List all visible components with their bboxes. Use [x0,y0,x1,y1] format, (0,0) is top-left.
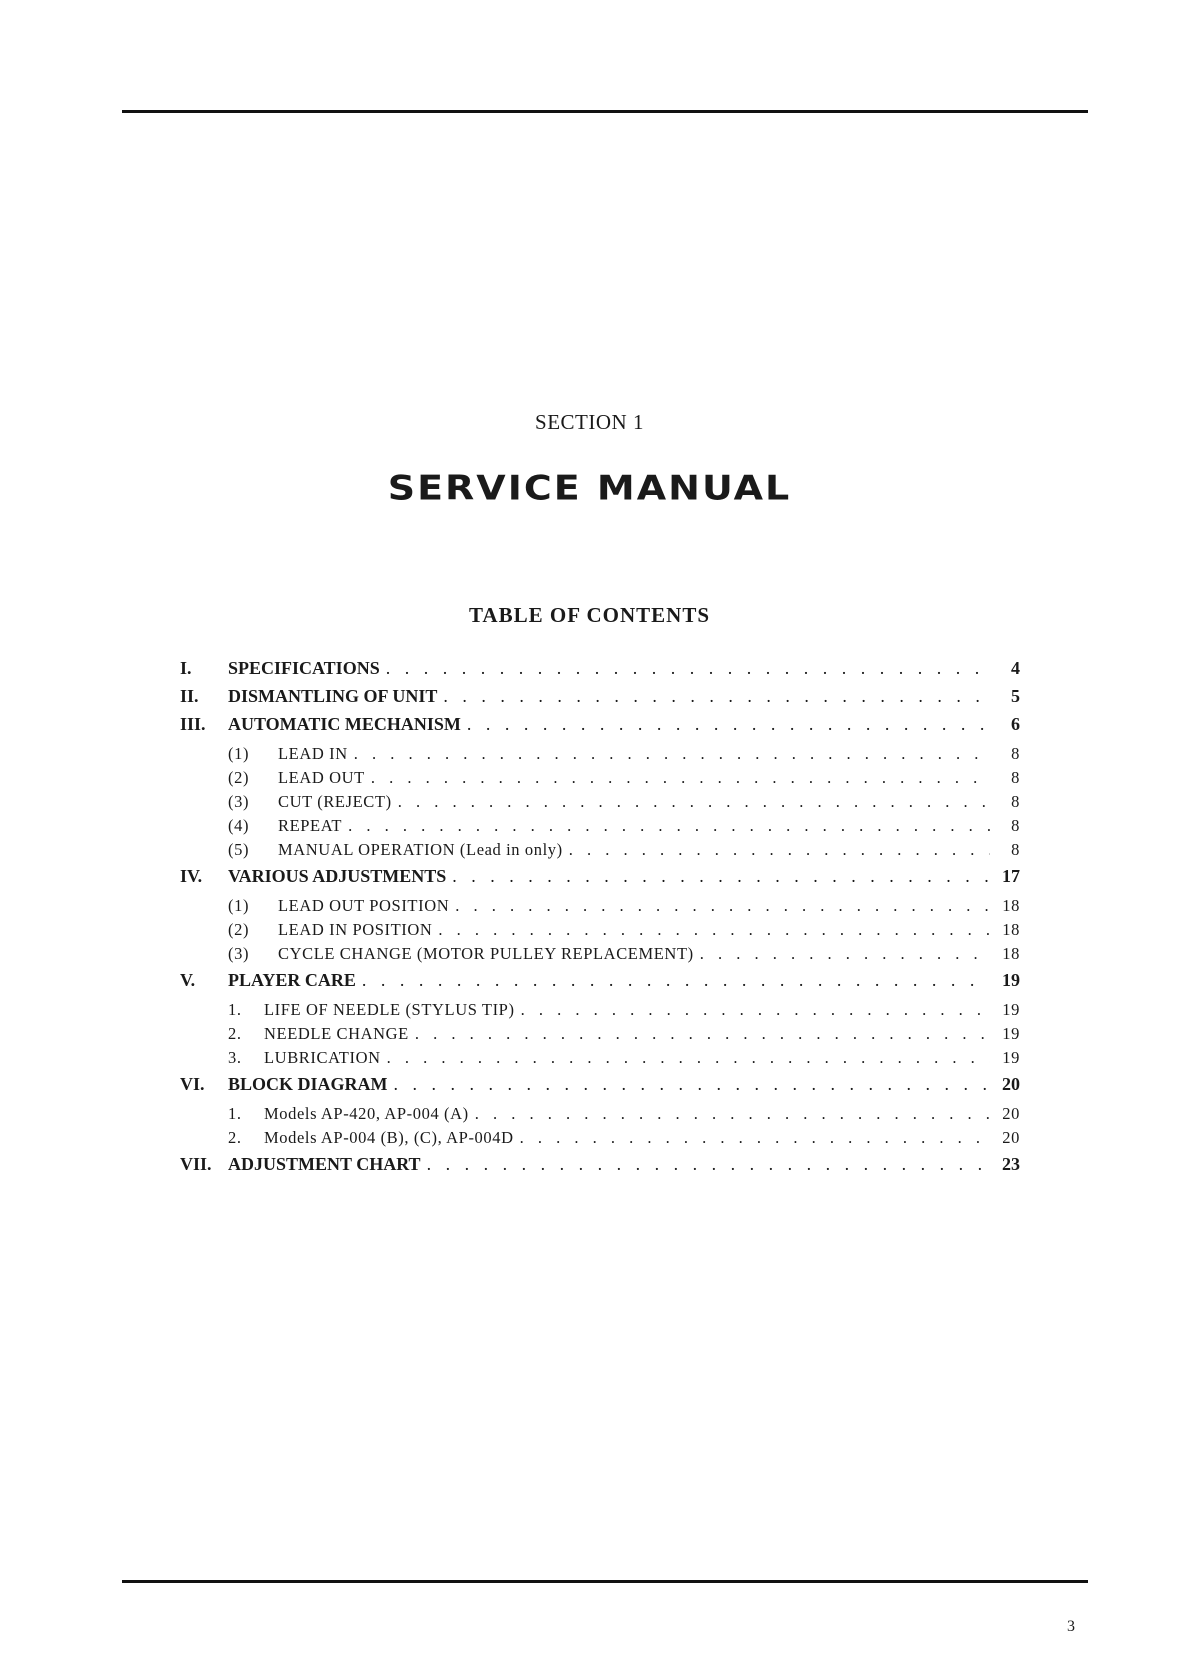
toc-entry-page: 4 [1011,658,1020,678]
toc-subentry-page: 8 [1011,768,1020,787]
dot-leader [371,768,990,788]
toc-subentry-page: 19 [1002,1000,1020,1019]
toc-subentry-page: 20 [1002,1104,1020,1123]
toc-entry-page: 23 [1002,1154,1020,1174]
toc-entry-title: ADJUSTMENT CHART [228,1154,421,1174]
toc-subentry[interactable] [180,944,1020,968]
toc-subentry[interactable] [180,744,1020,768]
toc-subentry-title: Models AP-004 (B), (C), AP-004D [264,1128,514,1147]
toc-entry-page: 17 [1002,866,1020,886]
toc-entry-number: II. [180,686,199,706]
dot-leader [438,920,990,940]
top-rule [122,110,1088,113]
toc-entry-page: 6 [1011,714,1020,734]
bottom-rule [122,1580,1088,1583]
dot-leader [394,1074,990,1095]
dot-leader [455,896,990,916]
toc-subentry[interactable] [180,1024,1020,1048]
toc-entry[interactable] [180,658,1020,686]
dot-leader [521,1000,990,1020]
toc-subentry-page: 8 [1011,840,1020,859]
toc-subentry[interactable] [180,816,1020,840]
toc-entry-number: VII. [180,1154,212,1174]
toc-subentry-title: NEEDLE CHANGE [264,1024,409,1043]
toc-subentry[interactable] [180,840,1020,864]
toc-subentry-number: (2) [228,920,250,939]
toc-entry[interactable] [180,714,1020,742]
toc-entry-title: BLOCK DIAGRAM [228,1074,388,1094]
toc-entry-page: 19 [1002,970,1020,990]
toc-entry-title: PLAYER CARE [228,970,356,990]
toc-entry-number: III. [180,714,206,734]
toc-subentry-number: (1) [228,744,250,763]
toc-subentry-title: MANUAL OPERATION (Lead in only) [278,840,563,859]
toc-entry-title: VARIOUS ADJUSTMENTS [228,866,447,886]
toc-entry-page: 20 [1002,1074,1020,1094]
toc-entry-title: SPECIFICATIONS [228,658,380,678]
toc-subentry-number: 1. [228,1000,242,1019]
dot-leader [569,840,990,860]
toc-subentry-title: LEAD IN POSITION [278,920,433,939]
toc-subentry-page: 19 [1002,1024,1020,1043]
toc-subentry-title: LUBRICATION [264,1048,381,1067]
toc-subentry[interactable] [180,1104,1020,1128]
toc-entry-title: DISMANTLING OF UNIT [228,686,438,706]
toc-entry[interactable] [180,970,1020,998]
toc-subentry-title: Models AP-420, AP-004 (A) [264,1104,469,1123]
toc-entry[interactable] [180,1154,1020,1182]
section-label: SECTION 1 [535,410,644,434]
toc-subentry-number: (2) [228,768,250,787]
toc-entry-number: V. [180,970,196,990]
toc-subentry-page: 19 [1002,1048,1020,1067]
toc-subentry-title: REPEAT [278,816,343,835]
toc-entry-page: 5 [1011,686,1020,706]
toc-subentry-page: 18 [1002,896,1020,915]
toc-subentry-page: 20 [1002,1128,1020,1147]
dot-leader [475,1104,990,1124]
toc-subentry-page: 8 [1011,792,1020,811]
toc-subentry-title: LEAD OUT POSITION [278,896,450,915]
toc-entry-number: IV. [180,866,203,886]
toc-subentry[interactable] [180,768,1020,792]
toc-subentry-title: CUT (REJECT) [278,792,392,811]
toc-subentry[interactable] [180,1128,1020,1152]
dot-leader [467,714,990,735]
toc-subentry-page: 18 [1002,920,1020,939]
dot-leader [354,744,990,764]
toc-entry-title: AUTOMATIC MECHANISM [228,714,461,734]
toc-subentry-page: 18 [1002,944,1020,963]
dot-leader [427,1154,990,1175]
toc-subentry-number: (3) [228,944,250,963]
toc-subentry-page: 8 [1011,744,1020,763]
page-number: 3 [1067,1618,1075,1635]
toc-subentry-title: CYCLE CHANGE (MOTOR PULLEY REPLACEMENT) [278,944,694,963]
toc-entry[interactable] [180,866,1020,894]
dot-leader [387,1048,990,1068]
page-title: SERVICE MANUAL [387,468,792,508]
toc-subentry[interactable] [180,1048,1020,1072]
dot-leader [348,816,990,836]
dot-leader [386,658,990,679]
toc-subentry-number: (4) [228,816,250,835]
toc-subentry[interactable] [180,792,1020,816]
dot-leader [452,866,990,887]
toc-subentry[interactable] [180,920,1020,944]
dot-leader [362,970,990,991]
toc-subentry-number: (3) [228,792,250,811]
dot-leader [443,686,990,707]
dot-leader [398,792,990,812]
toc-heading: TABLE OF CONTENTS [468,603,711,627]
toc-entry[interactable] [180,1074,1020,1102]
toc-subentry-title: LIFE OF NEEDLE (STYLUS TIP) [264,1000,515,1019]
toc-subentry-number: (5) [228,840,250,859]
table-of-contents [180,658,1020,1182]
toc-subentry-number: 2. [228,1024,242,1043]
toc-subentry-number: (1) [228,896,250,915]
toc-entry[interactable] [180,686,1020,714]
toc-subentry[interactable] [180,896,1020,920]
toc-entry-number: VI. [180,1074,205,1094]
toc-subentry-number: 2. [228,1128,242,1147]
toc-subentry-number: 3. [228,1048,242,1067]
toc-subentry-title: LEAD IN [278,744,348,763]
toc-subentry-number: 1. [228,1104,242,1123]
toc-subentry-title: LEAD OUT [278,768,365,787]
dot-leader [700,944,990,964]
toc-subentry[interactable] [180,1000,1020,1024]
dot-leader [415,1024,990,1044]
dot-leader [520,1128,990,1148]
toc-entry-number: I. [180,658,192,678]
toc-subentry-page: 8 [1011,816,1020,835]
